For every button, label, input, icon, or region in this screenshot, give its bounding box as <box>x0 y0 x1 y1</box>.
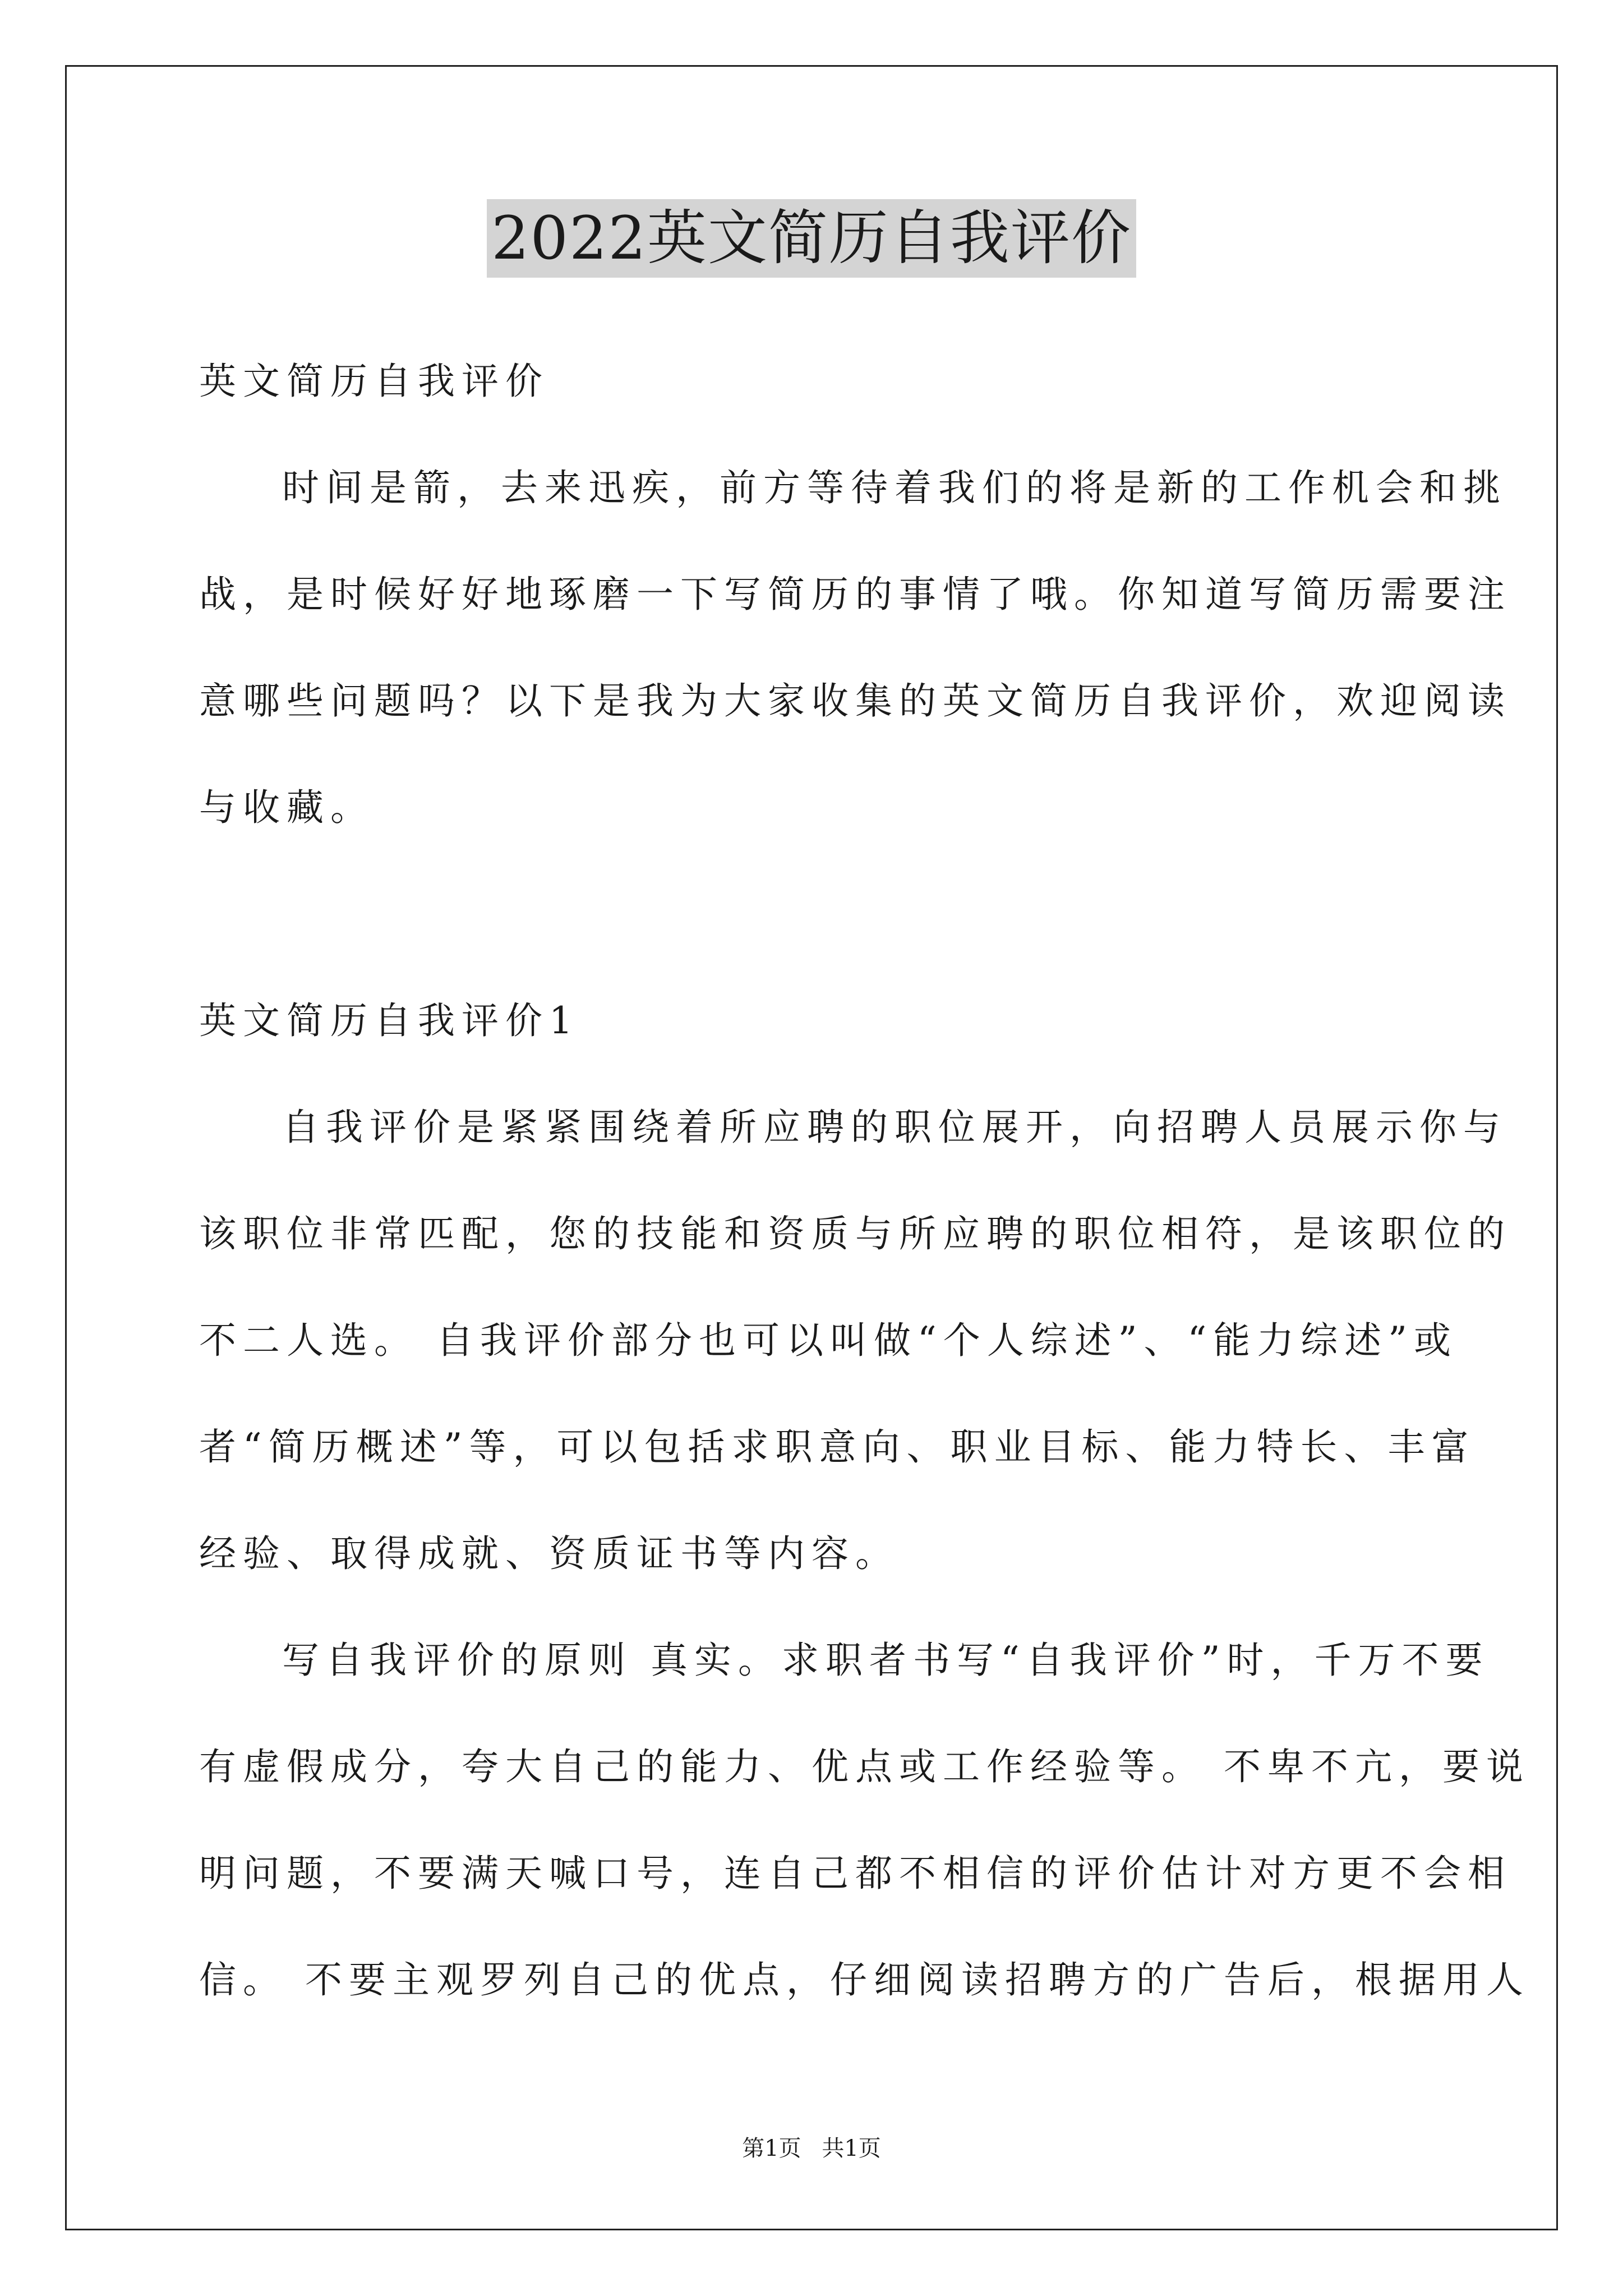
title-wrap <box>0 199 1623 278</box>
para2-line-1: 写自我评价的原则 真实。求职者书写“自我评价”时，千万不要 <box>282 1639 1490 1682</box>
intro-line-1: 时间是箭，去来迅疾，前方等待着我们的将是新的工作机会和挑 <box>282 466 1507 509</box>
section-heading: 英文简历自我评价 <box>199 360 549 403</box>
para2-line-3: 明问题，不要满天喊口号，连自己都不相信的评价估计对方更不会相 <box>199 1852 1511 1895</box>
para1-line-3: 不二人选。 自我评价部分也可以叫做“个人综述”、“能力综述”或 <box>199 1319 1458 1362</box>
intro-line-2: 战，是时候好好地琢磨一下写简历的事情了哦。你知道写简历需要注 <box>199 573 1511 616</box>
intro-line-4: 与收藏。 <box>199 786 374 829</box>
para2-line-4: 信。 不要主观罗列自己的优点，仔细阅读招聘方的广告后，根据用人 <box>199 1958 1530 2001</box>
intro-line-3: 意哪些问题吗？以下是我为大家收集的英文简历自我评价，欢迎阅读 <box>199 679 1511 723</box>
document-title: 2022英文简历自我评价 <box>487 199 1136 278</box>
para2-line-2: 有虚假成分，夸大自己的能力、优点或工作经验等。 不卑不亢，要说 <box>199 1745 1530 1788</box>
para1-line-4: 者“简历概述”等，可以包括求职意向、职业目标、能力特长、丰富 <box>199 1425 1476 1469</box>
subheading-1: 英文简历自我评价1 <box>199 999 579 1042</box>
page-footer: 第1页 共1页 <box>742 2136 881 2161</box>
para1-line-2: 该职位非常匹配，您的技能和资质与所应聘的职位相符，是该职位的 <box>199 1212 1511 1255</box>
para1-line-1: 自我评价是紧紧围绕着所应聘的职位展开，向招聘人员展示你与 <box>282 1106 1507 1149</box>
para1-line-5: 经验、取得成就、资质证书等内容。 <box>199 1532 899 1575</box>
